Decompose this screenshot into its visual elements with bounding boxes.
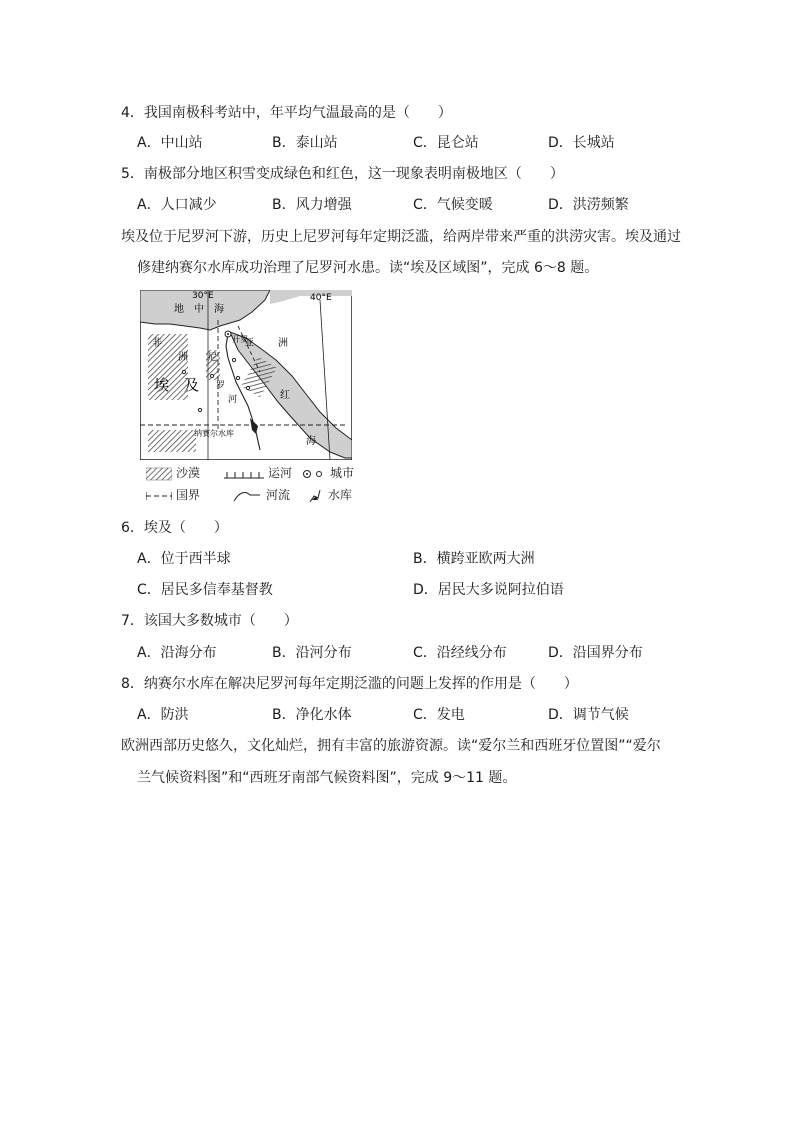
q6-option-d[interactable]: D．居民大多说阿拉伯语 — [413, 582, 564, 598]
label-40e: 40°E — [310, 293, 332, 303]
q6-option-a[interactable]: A．位于西半球 — [137, 551, 231, 567]
q6-option-c[interactable]: C．居民多信奉基督教 — [137, 582, 273, 598]
legend-canal: 运河 — [224, 464, 292, 481]
q5-option-a[interactable]: A．人口减少 — [137, 197, 217, 213]
q5-option-c[interactable]: C．气候变暖 — [413, 197, 493, 213]
q7-option-c[interactable]: C．沿经线分布 — [413, 645, 507, 661]
label-asia-2: 洲 — [278, 338, 288, 349]
label-mediterranean: 地 中 海 — [174, 304, 224, 315]
canal-icon — [224, 467, 264, 481]
q6-option-b[interactable]: B．横跨亚欧两大洲 — [413, 551, 535, 567]
label-egypt: 埃 及 — [154, 376, 200, 394]
label-nile-1: 尼 — [208, 353, 218, 363]
q8-option-b[interactable]: B．净化水体 — [272, 707, 352, 723]
egypt-intro-line2: 修建纳赛尔水库成功治理了尼罗河水患。读“埃及区域图”，完成 6～8 题。 — [137, 260, 599, 276]
q4-option-d[interactable]: D．长城站 — [548, 135, 615, 151]
q7-option-b[interactable]: B．沿河分布 — [272, 645, 352, 661]
q5-option-d[interactable]: D．洪涝频繁 — [548, 197, 629, 213]
q8-option-d[interactable]: D．调节气候 — [548, 707, 629, 723]
q8-option-a[interactable]: A．防洪 — [137, 707, 189, 723]
legend-city: 城市 — [302, 464, 354, 481]
question-4-stem: 4．我国南极科考站中，年平均气温最高的是（ ） — [121, 105, 452, 121]
label-red-2: 海 — [306, 436, 316, 447]
label-nile-3: 河 — [228, 395, 238, 405]
egypt-intro-line1: 埃及位于尼罗河下游，历史上尼罗河每年定期泛滥，给两岸带来严重的洪涝灾害。埃及通过 — [121, 229, 681, 245]
label-asia-1: 亚 — [244, 338, 254, 349]
label-africa-1: 非 — [152, 338, 162, 349]
legend-river: 河流 — [232, 486, 290, 503]
question-6-stem: 6．埃及（ ） — [121, 520, 228, 536]
label-nasser: 纳赛尔水库 — [194, 429, 234, 438]
q5-option-b[interactable]: B．风力增强 — [272, 197, 352, 213]
q4-option-b[interactable]: B．泰山站 — [272, 135, 338, 151]
q7-option-d[interactable]: D．沿国界分布 — [548, 645, 643, 661]
q7-option-a[interactable]: A．沿海分布 — [137, 645, 217, 661]
city-icon — [302, 467, 326, 481]
europe-intro-line1: 欧洲西部历史悠久，文化灿烂，拥有丰富的旅游资源。读“爱尔兰和西班牙位置图”“爱尔 — [121, 738, 661, 754]
label-30e: 30°E — [192, 291, 214, 301]
q8-option-c[interactable]: C．发电 — [413, 707, 465, 723]
question-5-stem: 5．南极部分地区积雪变成绿色和红色，这一现象表明南极地区（ ） — [121, 166, 564, 182]
reservoir-icon — [306, 488, 324, 504]
label-red-1: 红 — [280, 390, 290, 401]
border-icon — [146, 489, 172, 503]
desert-icon — [146, 467, 172, 481]
map-legend — [146, 464, 366, 504]
egypt-region-map — [140, 290, 352, 460]
river-icon — [232, 489, 262, 503]
question-7-stem: 7．该国大多数城市（ ） — [121, 613, 298, 629]
legend-reservoir: 水库 — [306, 486, 352, 504]
legend-border: 国界 — [146, 486, 200, 503]
q4-option-c[interactable]: C．昆仑站 — [413, 135, 479, 151]
label-nile-2: 罗 — [216, 381, 226, 391]
europe-intro-line2: 兰气候资料图”和“西班牙南部气候资料图”，完成 9～11 题。 — [137, 770, 517, 786]
question-8-stem: 8．纳赛尔水库在解决尼罗河每年定期泛滥的问题上发挥的作用是（ ） — [121, 676, 578, 692]
legend-desert: 沙漠 — [146, 464, 200, 481]
q4-option-a[interactable]: A．中山站 — [137, 135, 203, 151]
label-africa-2: 洲 — [178, 352, 188, 363]
label-cairo: 开罗 — [232, 335, 248, 344]
